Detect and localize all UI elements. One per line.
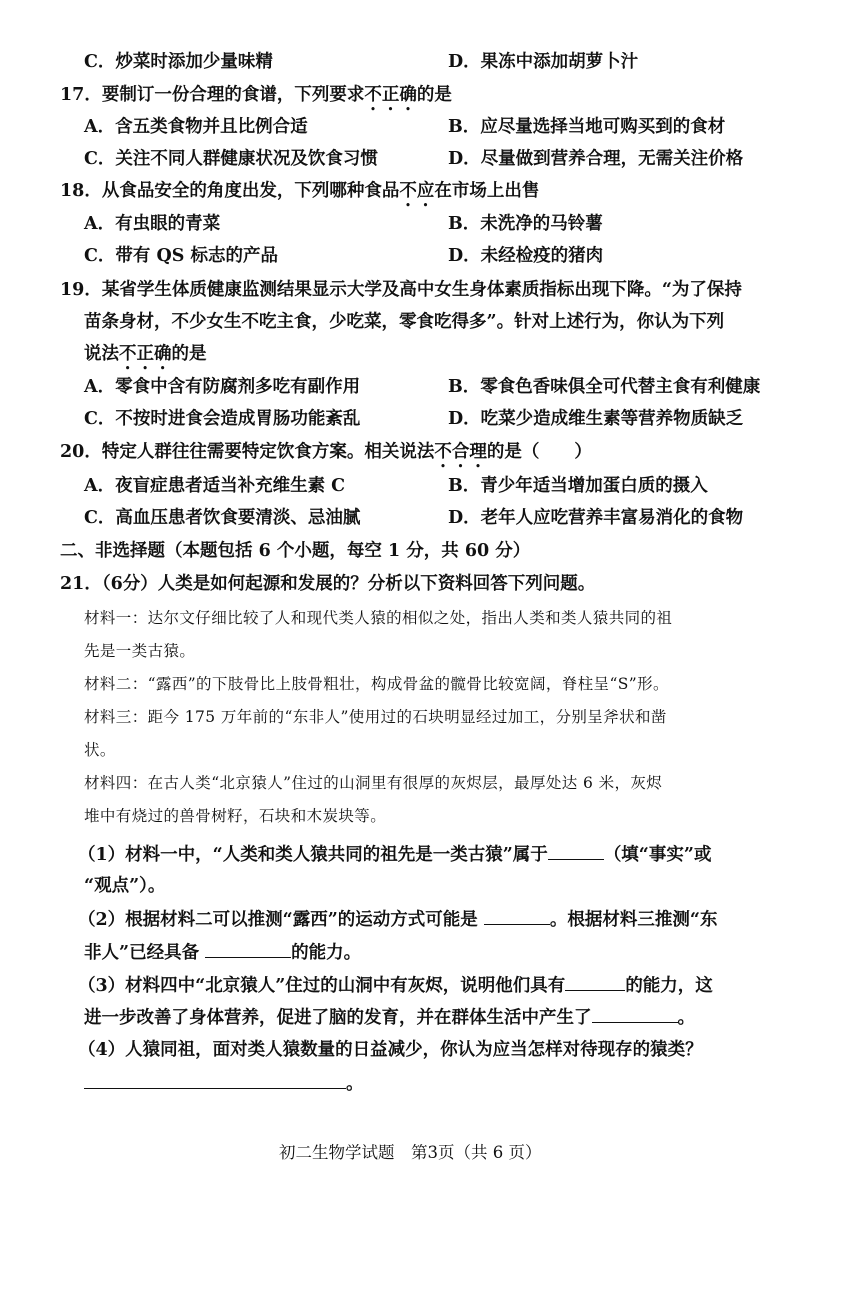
q19-option-a: A．零食中含有防腐剂多吃有副作用: [84, 377, 361, 397]
answer-blank-3[interactable]: [205, 939, 291, 958]
q18-option-b: B．未洗净的马铃薯: [448, 214, 603, 234]
q16-option-d: D．果冻中添加胡萝卜汁: [448, 52, 639, 72]
material-1-line2: 先是一类古猿。: [84, 642, 196, 660]
answer-blank-1[interactable]: [548, 841, 604, 860]
q20-stem-end: 的是（ ）: [486, 442, 592, 462]
q18-option-a: A．有虫眼的青菜: [84, 214, 221, 234]
q21-part3-text: （3）材料四中“北京猿人”住过的山洞中有灰烬，说明他们具有: [78, 976, 566, 996]
q21-part3-line2-end: 。: [677, 1008, 695, 1028]
q21-part2-text-end: 。根据材料三推测“东: [549, 910, 718, 930]
q21-part2-line2-end: 的能力。: [291, 943, 362, 963]
q17-option-c: C．关注不同人群健康状况及饮食习惯: [84, 149, 378, 169]
q21-stem: 21．（6分）人类是如何起源和发展的？分析以下资料回答下列问题。: [60, 574, 596, 594]
q21-part4-line2: [84, 1070, 364, 1096]
answer-blank-5[interactable]: [592, 1004, 678, 1023]
q21-part4-line1: （4）人猿同祖，面对类人猿数量的日益减少，你认为应当怎样对待现存的猿类？: [78, 1040, 703, 1060]
q17-stem-end: 的是: [416, 85, 452, 105]
material-3-line2: 状。: [84, 741, 116, 759]
q20-stem: [60, 440, 592, 472]
page-footer: 初二生物学试题 第3页（共 6 页）: [279, 1143, 542, 1162]
q18-option-d: D．未经检疫的猪肉: [448, 246, 604, 266]
q21-part1-line2: “观点”）。: [84, 876, 166, 896]
q19-stem-text: 说法: [84, 344, 119, 364]
q16-option-c: C．炒菜时添加少量味精: [84, 52, 273, 72]
q17-emphasis: 不正确: [364, 85, 417, 105]
q21-part2-line1: [78, 906, 717, 932]
q17-option-d: D．尽量做到营养合理，无需关注价格: [448, 149, 744, 169]
material-2-line1: 材料二：“露西”的下肢骨比上肢骨粗壮，构成骨盆的髋骨比较宽阔，脊柱呈“S”形。: [84, 675, 669, 693]
q19-stem-end: 的是: [171, 344, 207, 364]
q20-stem-text: 20．特定人群往往需要特定饮食方案。相关说法: [60, 442, 435, 462]
q18-option-c: C．带有 QS 标志的产品: [84, 246, 278, 266]
material-1-line1: 材料一：达尔文仔细比较了人和现代类人猿的相似之处，指出人类和类人猿共同的祖: [84, 609, 673, 627]
q19-stem-line2: 苗条身材，不少女生不吃主食，少吃菜，零食吃得多”。针对上述行为，你认为下列: [84, 312, 725, 332]
q21-part2-text: （2）根据材料二可以推测“露西”的运动方式可能是: [78, 910, 484, 930]
material-4-line1: 材料四：在古人类“北京猿人”住过的山洞里有很厚的灰烬层，最厚处达 6 米，灰烬: [84, 774, 663, 792]
material-3-line1: 材料三：距今 175 万年前的“东非人”使用过的石块明显经过加工，分别呈斧状和凿: [84, 708, 667, 726]
q17-option-a: A．含五类食物并且比例合适: [84, 117, 308, 137]
q19-stem-line1: 19．某省学生体质健康监测结果显示大学及高中女生身体素质指标出现下降。“为了保持: [60, 280, 742, 300]
q17-option-b: B．应尽量选择当地可购买到的食材: [448, 117, 726, 137]
q20-emphasis: 不合理: [434, 442, 487, 462]
q20-option-a: A．夜盲症患者适当补充维生素 C: [84, 476, 346, 496]
q21-part3-line2: [84, 1004, 695, 1030]
q17-stem-text: 17．要制订一份合理的食谱，下列要求: [60, 85, 365, 105]
q21-part3-line2-text: 进一步改善了身体营养，促进了脑的发育，并在群体生活中产生了: [84, 1008, 592, 1028]
q21-part3-line1: [78, 972, 713, 998]
q21-part2-line2-text: 非人”已经具备: [84, 943, 206, 963]
q21-part1-text: （1）材料一中，“人类和类人猿共同的祖先是一类古猿”属于: [78, 845, 548, 865]
section-heading: 二、非选择题（本题包括 6 个小题，每空 1 分，共 60 分）: [60, 541, 531, 561]
q17-stem: [60, 83, 452, 115]
q18-stem: [60, 179, 539, 211]
q21-part4-end: 。: [346, 1074, 364, 1094]
q21-part1-text-end: （填“事实”或: [603, 845, 712, 865]
q19-option-c: C．不按时进食会造成胃肠功能紊乱: [84, 409, 361, 429]
q19-stem-line3: [84, 342, 207, 374]
q18-stem-end: 在市场上出售: [434, 181, 540, 201]
q21-part2-line2: [84, 939, 361, 965]
material-4-line2: 堆中有烧过的兽骨树籽，石块和木炭块等。: [84, 807, 387, 825]
q18-emphasis: 不应: [399, 181, 435, 201]
answer-blank-4[interactable]: [565, 972, 625, 991]
q21-part1-line1: [78, 841, 711, 867]
q20-option-d: D．老年人应吃营养丰富易消化的食物: [448, 508, 744, 528]
q19-option-b: B．零食色香味俱全可代替主食有利健康: [448, 377, 761, 397]
answer-blank-2[interactable]: [484, 906, 550, 925]
q18-stem-text: 18．从食品安全的角度出发，下列哪种食品: [60, 181, 400, 201]
answer-blank-6[interactable]: [84, 1070, 346, 1089]
q20-option-c: C．高血压患者饮食要清淡、忌油腻: [84, 508, 361, 528]
q19-emphasis: 不正确: [119, 344, 172, 364]
q21-part3-text-end: 的能力，这: [625, 976, 713, 996]
q20-option-b: B．青少年适当增加蛋白质的摄入: [448, 476, 708, 496]
q19-option-d: D．吃菜少造成维生素等营养物质缺乏: [448, 409, 744, 429]
